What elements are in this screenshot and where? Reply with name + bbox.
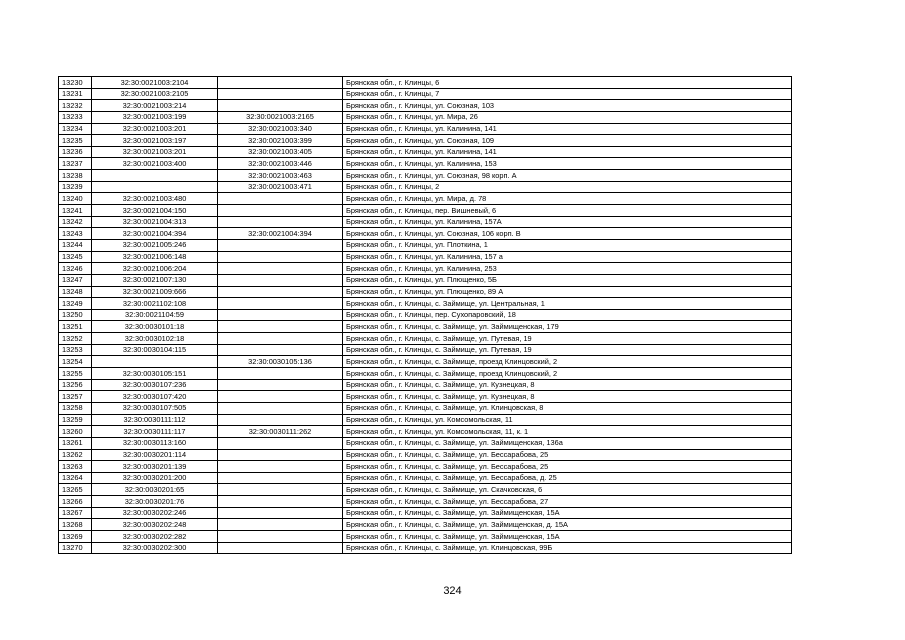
related-cadastral-number-cell bbox=[218, 507, 343, 519]
row-number-cell: 13233 bbox=[59, 111, 92, 123]
row-number-cell: 13255 bbox=[59, 368, 92, 380]
related-cadastral-number-cell bbox=[218, 484, 343, 496]
cadastral-number-cell: 32:30:0030201:65 bbox=[92, 484, 218, 496]
related-cadastral-number-cell bbox=[218, 542, 343, 554]
related-cadastral-number-cell: 32:30:0021003:405 bbox=[218, 146, 343, 158]
related-cadastral-number-cell bbox=[218, 286, 343, 298]
address-cell: Брянская обл., г. Клинцы, с. Займище, ул. Займищенская, 179 bbox=[343, 321, 792, 333]
cadastral-number-cell: 32:30:0030202:282 bbox=[92, 530, 218, 542]
table-row bbox=[59, 193, 792, 205]
cadastral-number-cell: 32:30:0021004:150 bbox=[92, 205, 218, 217]
address-cell: Брянская обл., г. Клинцы, 7 bbox=[343, 88, 792, 100]
address-cell: Брянская обл., г. Клинцы, пер. Вишневый, 6 bbox=[343, 205, 792, 217]
related-cadastral-number-cell bbox=[218, 309, 343, 321]
table-row bbox=[59, 263, 792, 275]
table-row bbox=[59, 484, 792, 496]
cadastral-number-cell: 32:30:0030104:115 bbox=[92, 344, 218, 356]
related-cadastral-number-cell bbox=[218, 461, 343, 473]
cadastral-number-cell: 32:30:0021007:130 bbox=[92, 274, 218, 286]
address-cell: Брянская обл., г. Клинцы, с. Займище, ул. Бессарабова, д. 25 bbox=[343, 472, 792, 484]
address-cell: Брянская обл., г. Клинцы, с. Займище, ул. Кузнецкая, 8 bbox=[343, 391, 792, 403]
address-cell: Брянская обл., г. Клинцы, ул. Плющенко, 89 А bbox=[343, 286, 792, 298]
table-row bbox=[59, 228, 792, 240]
cadastral-number-cell: 32:30:0021003:197 bbox=[92, 135, 218, 147]
address-cell: Брянская обл., г. Клинцы, с. Займище, проезд Клинцовский, 2 bbox=[343, 368, 792, 380]
address-cell: Брянская обл., г. Клинцы, ул. Калинина, 141 bbox=[343, 146, 792, 158]
table-row bbox=[59, 111, 792, 123]
address-cell: Брянская обл., г. Клинцы, с. Займище, ул. Займищенская, 136а bbox=[343, 437, 792, 449]
related-cadastral-number-cell bbox=[218, 239, 343, 251]
cadastral-number-cell: 32:30:0030111:117 bbox=[92, 426, 218, 438]
table-row bbox=[59, 239, 792, 251]
table-row bbox=[59, 100, 792, 112]
row-number-cell: 13264 bbox=[59, 472, 92, 484]
row-number-cell: 13263 bbox=[59, 461, 92, 473]
cadastral-number-cell: 32:30:0030105:151 bbox=[92, 368, 218, 380]
cadastral-number-cell: 32:30:0030113:160 bbox=[92, 437, 218, 449]
row-number-cell: 13254 bbox=[59, 356, 92, 368]
row-number-cell: 13267 bbox=[59, 507, 92, 519]
related-cadastral-number-cell bbox=[218, 251, 343, 263]
related-cadastral-number-cell bbox=[218, 333, 343, 345]
cadastral-number-cell: 32:30:0021006:204 bbox=[92, 263, 218, 275]
cadastral-number-cell: 32:30:0021104:59 bbox=[92, 309, 218, 321]
related-cadastral-number-cell bbox=[218, 321, 343, 333]
row-number-cell: 13260 bbox=[59, 426, 92, 438]
row-number-cell: 13261 bbox=[59, 437, 92, 449]
related-cadastral-number-cell bbox=[218, 88, 343, 100]
table-row bbox=[59, 170, 792, 182]
row-number-cell: 13269 bbox=[59, 530, 92, 542]
row-number-cell: 13232 bbox=[59, 100, 92, 112]
table-row bbox=[59, 333, 792, 345]
row-number-cell: 13247 bbox=[59, 274, 92, 286]
table-row bbox=[59, 344, 792, 356]
cadastral-number-cell: 32:30:0030202:300 bbox=[92, 542, 218, 554]
cadastral-number-cell: 32:30:0021006:148 bbox=[92, 251, 218, 263]
address-cell: Брянская обл., г. Клинцы, с. Займище, проезд Клинцовский, 2 bbox=[343, 356, 792, 368]
table-row bbox=[59, 321, 792, 333]
table-row bbox=[59, 507, 792, 519]
address-cell: Брянская обл., г. Клинцы, ул. Калинина, 141 bbox=[343, 123, 792, 135]
table-row bbox=[59, 123, 792, 135]
address-cell: Брянская обл., г. Клинцы, 6 bbox=[343, 77, 792, 89]
row-number-cell: 13262 bbox=[59, 449, 92, 461]
address-cell: Брянская обл., г. Клинцы, с. Займище, ул. Скачковская, 6 bbox=[343, 484, 792, 496]
related-cadastral-number-cell bbox=[218, 414, 343, 426]
address-cell: Брянская обл., г. Клинцы, с. Займище, ул. Бессарабова, 25 bbox=[343, 461, 792, 473]
row-number-cell: 13250 bbox=[59, 309, 92, 321]
address-cell: Брянская обл., г. Клинцы, ул. Мира, д. 78 bbox=[343, 193, 792, 205]
table-row bbox=[59, 402, 792, 414]
address-cell: Брянская обл., г. Клинцы, 2 bbox=[343, 181, 792, 193]
table-row bbox=[59, 135, 792, 147]
related-cadastral-number-cell bbox=[218, 100, 343, 112]
table-row bbox=[59, 181, 792, 193]
address-cell: Брянская обл., г. Клинцы, с. Займище, ул. Бессарабова, 25 bbox=[343, 449, 792, 461]
row-number-cell: 13241 bbox=[59, 205, 92, 217]
address-cell: Брянская обл., г. Клинцы, ул. Союзная, 103 bbox=[343, 100, 792, 112]
table-row bbox=[59, 216, 792, 228]
address-cell: Брянская обл., г. Клинцы, ул. Союзная, 106 корп. В bbox=[343, 228, 792, 240]
cadastral-number-cell: 32:30:0021003:199 bbox=[92, 111, 218, 123]
row-number-cell: 13246 bbox=[59, 263, 92, 275]
cadastral-number-cell: 32:30:0030107:420 bbox=[92, 391, 218, 403]
related-cadastral-number-cell: 32:30:0030105:136 bbox=[218, 356, 343, 368]
registry-table bbox=[58, 76, 792, 554]
address-cell: Брянская обл., г. Клинцы, ул. Союзная, 109 bbox=[343, 135, 792, 147]
row-number-cell: 13243 bbox=[59, 228, 92, 240]
cadastral-number-cell: 32:30:0021003:201 bbox=[92, 123, 218, 135]
related-cadastral-number-cell bbox=[218, 402, 343, 414]
table-row bbox=[59, 286, 792, 298]
cadastral-number-cell: 32:30:0021009:666 bbox=[92, 286, 218, 298]
table-row bbox=[59, 146, 792, 158]
row-number-cell: 13239 bbox=[59, 181, 92, 193]
cadastral-number-cell: 32:30:0021003:214 bbox=[92, 100, 218, 112]
cadastral-number-cell bbox=[92, 170, 218, 182]
related-cadastral-number-cell bbox=[218, 274, 343, 286]
row-number-cell: 13266 bbox=[59, 496, 92, 508]
cadastral-number-cell: 32:30:0021003:480 bbox=[92, 193, 218, 205]
table-row bbox=[59, 356, 792, 368]
row-number-cell: 13256 bbox=[59, 379, 92, 391]
table-row bbox=[59, 530, 792, 542]
table-row bbox=[59, 496, 792, 508]
row-number-cell: 13248 bbox=[59, 286, 92, 298]
row-number-cell: 13253 bbox=[59, 344, 92, 356]
cadastral-number-cell: 32:30:0030201:114 bbox=[92, 449, 218, 461]
cadastral-number-cell: 32:30:0030102:18 bbox=[92, 333, 218, 345]
related-cadastral-number-cell: 32:30:0021003:2165 bbox=[218, 111, 343, 123]
table-row bbox=[59, 519, 792, 531]
cadastral-number-cell: 32:30:0030202:246 bbox=[92, 507, 218, 519]
table-row bbox=[59, 426, 792, 438]
address-cell: Брянская обл., г. Клинцы, ул. Калинина, 253 bbox=[343, 263, 792, 275]
table-row bbox=[59, 379, 792, 391]
cadastral-number-cell: 32:30:0021003:2105 bbox=[92, 88, 218, 100]
row-number-cell: 13257 bbox=[59, 391, 92, 403]
related-cadastral-number-cell bbox=[218, 496, 343, 508]
related-cadastral-number-cell: 32:30:0021004:394 bbox=[218, 228, 343, 240]
address-cell: Брянская обл., г. Клинцы, с. Займище, ул. Путевая, 19 bbox=[343, 333, 792, 345]
cadastral-number-cell: 32:30:0021004:313 bbox=[92, 216, 218, 228]
related-cadastral-number-cell bbox=[218, 519, 343, 531]
related-cadastral-number-cell bbox=[218, 530, 343, 542]
row-number-cell: 13230 bbox=[59, 77, 92, 89]
table-row bbox=[59, 391, 792, 403]
related-cadastral-number-cell: 32:30:0021003:340 bbox=[218, 123, 343, 135]
address-cell: Брянская обл., г. Клинцы, с. Займище, ул. Займищенская, д. 15А bbox=[343, 519, 792, 531]
row-number-cell: 13231 bbox=[59, 88, 92, 100]
address-cell: Брянская обл., г. Клинцы, с. Займище, ул. Займищенская, 15А bbox=[343, 530, 792, 542]
cadastral-number-cell: 32:30:0030202:248 bbox=[92, 519, 218, 531]
address-cell: Брянская обл., г. Клинцы, с. Займище, ул. Клинцовская, 99Б bbox=[343, 542, 792, 554]
related-cadastral-number-cell: 32:30:0021003:463 bbox=[218, 170, 343, 182]
table-row bbox=[59, 298, 792, 310]
address-cell: Брянская обл., г. Клинцы, с. Займище, ул. Займищенская, 15А bbox=[343, 507, 792, 519]
address-cell: Брянская обл., г. Клинцы, ул. Комсомольская, 11, к. 1 bbox=[343, 426, 792, 438]
row-number-cell: 13244 bbox=[59, 239, 92, 251]
address-cell: Брянская обл., г. Клинцы, с. Займище, ул. Кузнецкая, 8 bbox=[343, 379, 792, 391]
table-row bbox=[59, 542, 792, 554]
table-row bbox=[59, 158, 792, 170]
table-row bbox=[59, 472, 792, 484]
related-cadastral-number-cell bbox=[218, 472, 343, 484]
related-cadastral-number-cell bbox=[218, 298, 343, 310]
table-row bbox=[59, 77, 792, 89]
cadastral-number-cell: 32:30:0021004:394 bbox=[92, 228, 218, 240]
related-cadastral-number-cell: 32:30:0021003:399 bbox=[218, 135, 343, 147]
address-cell: Брянская обл., г. Клинцы, ул. Мира, 26 bbox=[343, 111, 792, 123]
row-number-cell: 13235 bbox=[59, 135, 92, 147]
address-cell: Брянская обл., г. Клинцы, ул. Плющенко, 5Б bbox=[343, 274, 792, 286]
row-number-cell: 13252 bbox=[59, 333, 92, 345]
cadastral-number-cell: 32:30:0021003:400 bbox=[92, 158, 218, 170]
table-row bbox=[59, 368, 792, 380]
related-cadastral-number-cell bbox=[218, 263, 343, 275]
address-cell: Брянская обл., г. Клинцы, с. Займище, ул. Центральная, 1 bbox=[343, 298, 792, 310]
cadastral-number-cell: 32:30:0021003:2104 bbox=[92, 77, 218, 89]
row-number-cell: 13240 bbox=[59, 193, 92, 205]
table-row bbox=[59, 461, 792, 473]
related-cadastral-number-cell bbox=[218, 379, 343, 391]
related-cadastral-number-cell bbox=[218, 449, 343, 461]
row-number-cell: 13249 bbox=[59, 298, 92, 310]
row-number-cell: 13270 bbox=[59, 542, 92, 554]
table-row bbox=[59, 309, 792, 321]
related-cadastral-number-cell bbox=[218, 437, 343, 449]
address-cell: Брянская обл., г. Клинцы, ул. Плоткина, 1 bbox=[343, 239, 792, 251]
table-row bbox=[59, 437, 792, 449]
cadastral-number-cell: 32:30:0030201:200 bbox=[92, 472, 218, 484]
cadastral-number-cell: 32:30:0021003:201 bbox=[92, 146, 218, 158]
address-cell: Брянская обл., г. Клинцы, пер. Сухопаровский, 18 bbox=[343, 309, 792, 321]
row-number-cell: 13237 bbox=[59, 158, 92, 170]
table-row bbox=[59, 88, 792, 100]
cadastral-number-cell: 32:30:0030201:139 bbox=[92, 461, 218, 473]
cadastral-number-cell: 32:30:0030107:505 bbox=[92, 402, 218, 414]
related-cadastral-number-cell bbox=[218, 193, 343, 205]
address-cell: Брянская обл., г. Клинцы, с. Займище, ул. Путевая, 19 bbox=[343, 344, 792, 356]
address-cell: Брянская обл., г. Клинцы, ул. Калинина, 157 а bbox=[343, 251, 792, 263]
table-row bbox=[59, 251, 792, 263]
related-cadastral-number-cell bbox=[218, 216, 343, 228]
cadastral-number-cell bbox=[92, 181, 218, 193]
row-number-cell: 13258 bbox=[59, 402, 92, 414]
related-cadastral-number-cell: 32:30:0021003:471 bbox=[218, 181, 343, 193]
related-cadastral-number-cell bbox=[218, 391, 343, 403]
page-number: 324 bbox=[443, 585, 462, 597]
row-number-cell: 13251 bbox=[59, 321, 92, 333]
row-number-cell: 13268 bbox=[59, 519, 92, 531]
related-cadastral-number-cell bbox=[218, 77, 343, 89]
address-cell: Брянская обл., г. Клинцы, ул. Калинина, 153 bbox=[343, 158, 792, 170]
table-row bbox=[59, 205, 792, 217]
row-number-cell: 13265 bbox=[59, 484, 92, 496]
cadastral-number-cell bbox=[92, 356, 218, 368]
cadastral-number-cell: 32:30:0021102:108 bbox=[92, 298, 218, 310]
related-cadastral-number-cell: 32:30:0030111:262 bbox=[218, 426, 343, 438]
address-cell: Брянская обл., г. Клинцы, ул. Комсомольская, 11 bbox=[343, 414, 792, 426]
cadastral-number-cell: 32:30:0030107:236 bbox=[92, 379, 218, 391]
address-cell: Брянская обл., г. Клинцы, с. Займище, ул. Клинцовская, 8 bbox=[343, 402, 792, 414]
address-cell: Брянская обл., г. Клинцы, с. Займище, ул. Бессарабова, 27 bbox=[343, 496, 792, 508]
row-number-cell: 13259 bbox=[59, 414, 92, 426]
row-number-cell: 13245 bbox=[59, 251, 92, 263]
related-cadastral-number-cell bbox=[218, 344, 343, 356]
cadastral-number-cell: 32:30:0021005:246 bbox=[92, 239, 218, 251]
row-number-cell: 13234 bbox=[59, 123, 92, 135]
table-row bbox=[59, 274, 792, 286]
cadastral-number-cell: 32:30:0030111:112 bbox=[92, 414, 218, 426]
table-row bbox=[59, 449, 792, 461]
related-cadastral-number-cell: 32:30:0021003:446 bbox=[218, 158, 343, 170]
registry-table-body bbox=[59, 77, 792, 554]
row-number-cell: 13238 bbox=[59, 170, 92, 182]
address-cell: Брянская обл., г. Клинцы, ул. Союзная, 98 корп. А bbox=[343, 170, 792, 182]
related-cadastral-number-cell bbox=[218, 205, 343, 217]
row-number-cell: 13242 bbox=[59, 216, 92, 228]
table-row bbox=[59, 414, 792, 426]
row-number-cell: 13236 bbox=[59, 146, 92, 158]
address-cell: Брянская обл., г. Клинцы, ул. Калинина, 157А bbox=[343, 216, 792, 228]
related-cadastral-number-cell bbox=[218, 368, 343, 380]
cadastral-number-cell: 32:30:0030101:18 bbox=[92, 321, 218, 333]
cadastral-number-cell: 32:30:0030201:76 bbox=[92, 496, 218, 508]
